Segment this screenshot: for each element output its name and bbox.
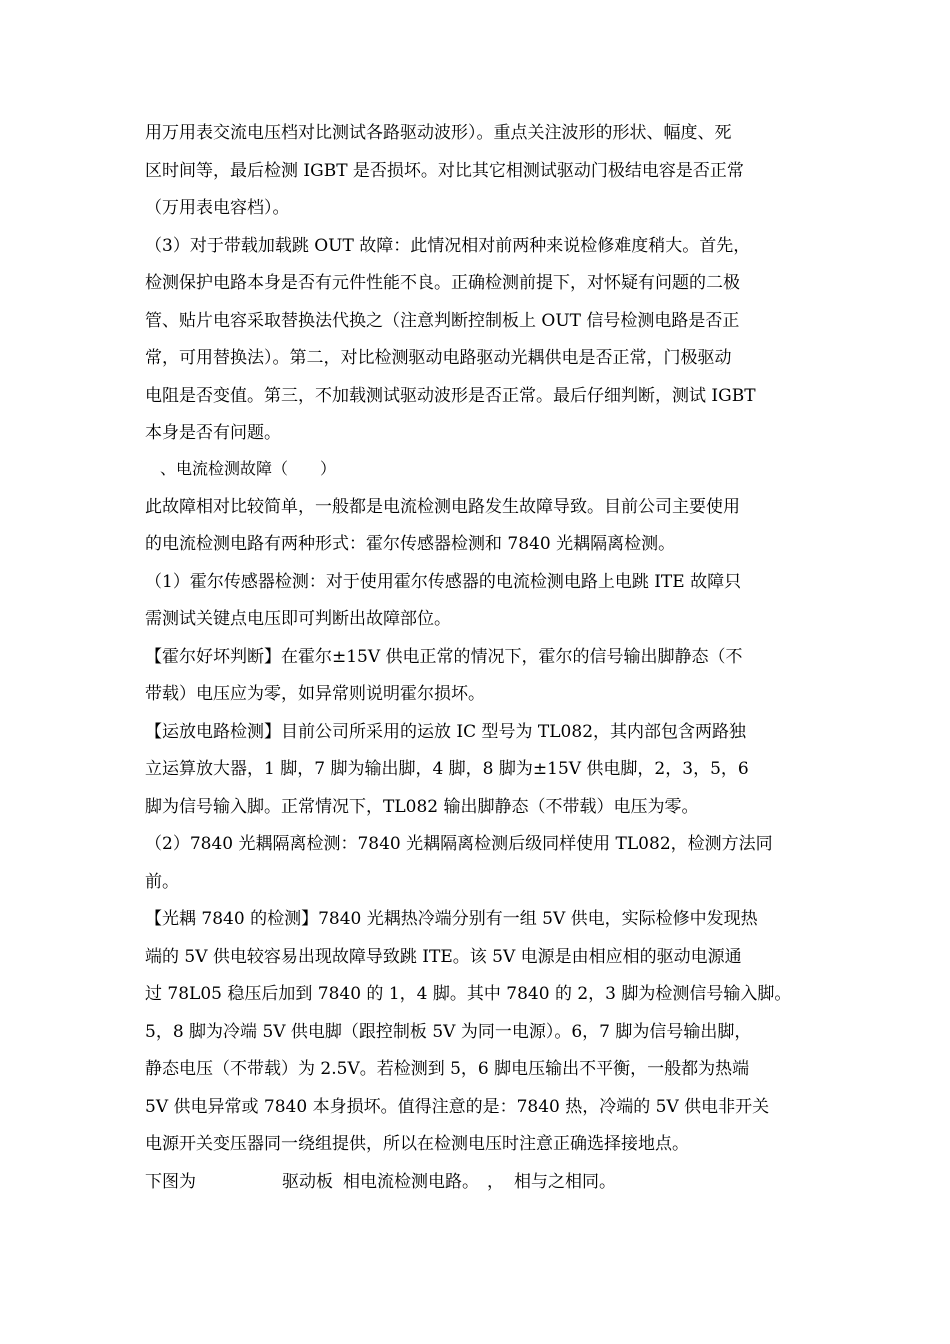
figure-intro-part: ， xyxy=(487,1172,504,1192)
paragraph-line: 此故障相对比较简单，一般都是电流检测电路发生故障导致。目前公司主要使用 xyxy=(145,497,740,517)
paragraph-line: 本身是否有问题。 xyxy=(145,423,281,443)
paragraph-line: 电源开关变压器同一绕组提供，所以在检测电压时注意正确选择接地点。 xyxy=(145,1134,689,1154)
figure-intro-line xyxy=(145,1171,810,1193)
paragraph-line: 【运放电路检测】目前公司所采用的运放 IC 型号为 TL082，其内部包含两路独 xyxy=(145,722,747,742)
paragraph-line: 脚为信号输入脚。正常情况下，TL082 输出脚静态（不带载）电压为零。 xyxy=(145,797,699,817)
paragraph-line: 常，可用替换法）。第二，对比检测驱动电路驱动光耦供电是否正常，门极驱动 xyxy=(145,348,732,368)
paragraph-line: 需测试关键点电压即可判断出故障部位。 xyxy=(145,609,451,629)
paragraph-line: （万用表电容档）。 xyxy=(145,198,290,218)
paragraph-line: 前。 xyxy=(145,872,179,892)
paragraph-line: 【霍尔好坏判断】在霍尔±15V 供电正常的情况下，霍尔的信号输出脚静态（不 xyxy=(145,647,743,667)
paragraph-line: 区时间等，最后检测 IGBT 是否损坏。对比其它相测试驱动门极结电容是否正常 xyxy=(145,161,744,181)
paragraph-line: 静态电压（不带载）为 2.5V。若检测到 5，6 脚电压输出不平衡，一般都为热端 xyxy=(145,1059,750,1079)
paragraph-line: 用万用表交流电压档对比测试各路驱动波形）。重点关注波形的形状、幅度、死 xyxy=(145,123,732,143)
section-heading: 、电流检测故障（ ） xyxy=(160,459,337,478)
paragraph-line: （3）对于带载加载跳 OUT 故障：此情况相对前两种来说检修难度稍大。首先， xyxy=(145,236,751,256)
figure-intro-part: 下图为 xyxy=(145,1172,196,1192)
paragraph-line: 电阻是否变值。第三，不加载测试驱动波形是否正常。最后仔细判断，测试 IGBT xyxy=(145,386,756,406)
paragraph-line: 【光耦 7840 的检测】7840 光耦热冷端分别有一组 5V 供电，实际检修中发现热 xyxy=(145,909,758,929)
figure-intro-part: 相与之相同。 xyxy=(514,1172,616,1192)
paragraph-line: 管、贴片电容采取替换法代换之（注意判断控制板上 OUT 信号检测电路是否正 xyxy=(145,311,740,331)
figure-intro-part: 驱动板 xyxy=(282,1172,333,1192)
paragraph-line: （1）霍尔传感器检测：对于使用霍尔传感器的电流检测电路上电跳 ITE 故障只 xyxy=(145,572,742,592)
figure-intro-part: 相电流检测电路。 xyxy=(343,1172,479,1192)
paragraph-line: 5，8 脚为冷端 5V 供电脚（跟控制板 5V 为同一电源）。6，7 脚为信号输出脚， xyxy=(145,1022,752,1042)
paragraph-line: 立运算放大器，1 脚，7 脚为输出脚，4 脚，8 脚为±15V 供电脚，2，3，5，6 xyxy=(145,759,749,779)
paragraph-line: 的电流检测电路有两种形式：霍尔传感器检测和 7840 光耦隔离检测。 xyxy=(145,534,676,554)
paragraph-line: 带载）电压应为零，如异常则说明霍尔损坏。 xyxy=(145,684,485,704)
paragraph-line: （2）7840 光耦隔离检测：7840 光耦隔离检测后级同样使用 TL082，检测方法同 xyxy=(145,834,773,854)
paragraph-line: 检测保护电路本身是否有元件性能不良。正确检测前提下，对怀疑有问题的二极 xyxy=(145,273,740,293)
paragraph-line: 端的 5V 供电较容易出现故障导致跳 ITE。该 5V 电源是由相应相的驱动电源通 xyxy=(145,947,742,967)
paragraph-line: 5V 供电异常或 7840 本身损坏。值得注意的是：7840 热，冷端的 5V 供电非开关 xyxy=(145,1097,770,1117)
paragraph-line: 过 78L05 稳压后加到 7840 的 1，4 脚。其中 7840 的 2，3 脚为检测信号输入脚。 xyxy=(145,984,792,1004)
